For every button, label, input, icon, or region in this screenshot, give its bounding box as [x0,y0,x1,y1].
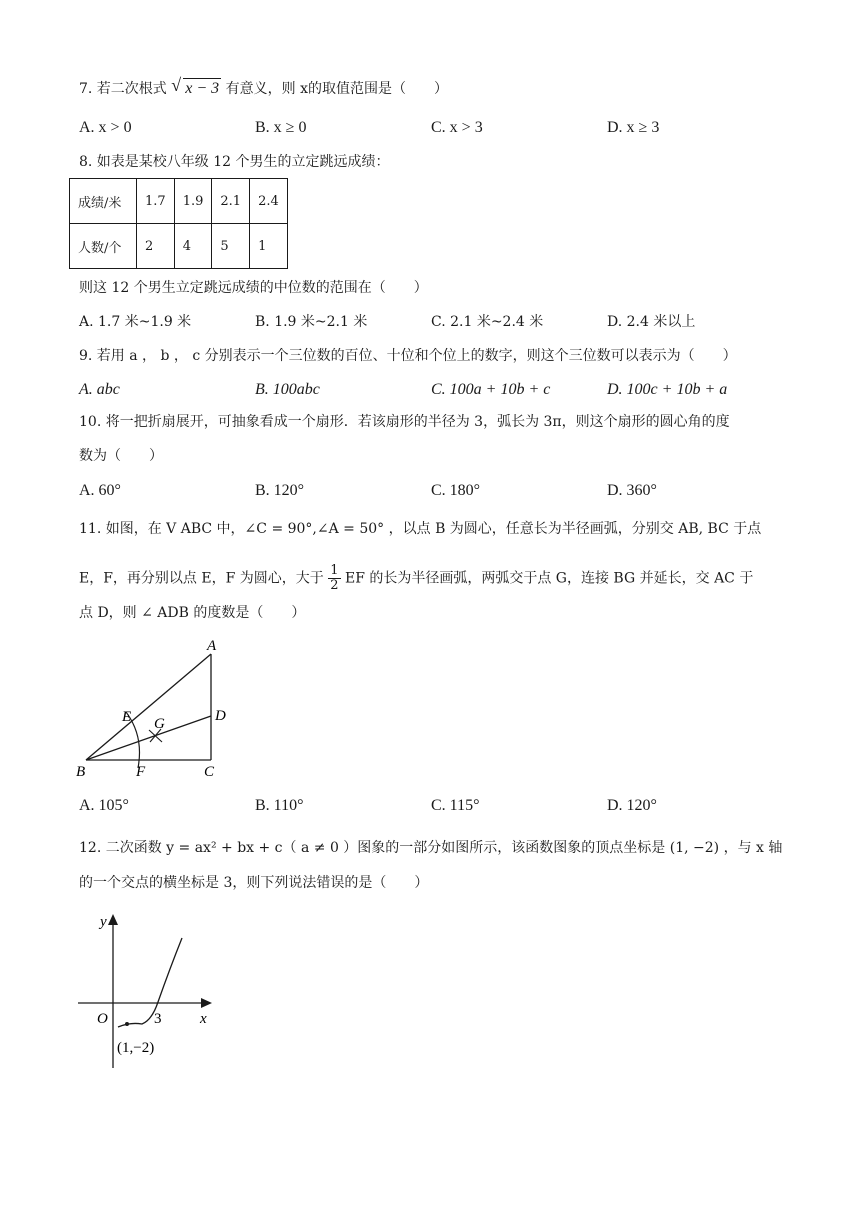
segment-ba [86,654,211,760]
q9-stem: 9. 若用 a ， b ， c 分别表示一个三位数的百位、十位和个位上的数字，则这个三位数可以表示为（ ） [79,348,737,364]
fraction-one-half: $\frac{1}{2}$ [330,563,339,593]
q7-option-d[interactable]: D. x ≥ 3 [607,119,660,136]
label-y: y [100,914,107,930]
q9-option-d[interactable]: D. 100c + 10b + a [607,381,728,398]
label-a: A [207,638,217,654]
label-f: F [136,764,146,780]
q7-options [79,117,799,139]
table-row [70,224,288,269]
q11-option-b[interactable]: B. 110° [255,797,304,814]
q8-option-c[interactable]: C. 2.1 米~2.4 米 [431,314,544,330]
q11-option-c[interactable]: C. 115° [431,797,480,814]
q11-stem-line2: E，F，再分别以点 E，F 为圆心，大于 $\frac{1}{2}$ EF 的长为半径画弧，两弧交于点 G，连接 BG 并延长，交 AC 于 [79,563,754,593]
label-vertex: (1,−2) [117,1040,155,1056]
q9-option-c[interactable]: C. 100a + 10b + c [431,381,551,398]
score-table [69,178,288,269]
label-root-3: 3 [154,1011,162,1027]
q8-option-d[interactable]: D. 2.4 米以上 [607,314,696,330]
label-g: G [154,716,165,732]
table-cell: 2.4 [250,179,288,224]
q8-options [79,311,799,333]
q11-stem-line1: 11. 如图，在 V ABC 中，∠C = 90°,∠A = 50° ，以点 B 为圆心，任意长为半径画弧，分别交 AB, BC 于点 [79,521,762,537]
label-c: C [204,764,215,780]
q9-option-b[interactable]: B. 100abc [255,381,320,398]
q8-question: 则这 12 个男生立定跳远成绩的中位数的范围在（ ） [79,280,428,296]
x-axis-arrow-icon [201,998,212,1008]
vertex-point [125,1022,129,1026]
table-cell: 1.9 [174,179,212,224]
q12-stem-line1: 12. 二次函数 y = ax² + bx + c（ a ≠ 0 ）图象的一部分如图所示，该函数图象的顶点坐标是 (1, −2) ，与 x 轴 [79,840,783,856]
radical-sign-icon: √ [171,75,182,95]
table-cell: 2.1 [212,179,250,224]
q10-option-b[interactable]: B. 120° [255,482,305,499]
parabola-curve [118,938,182,1027]
table-cell: 5 [212,224,250,269]
label-d: D [215,708,226,724]
table-cell: 2 [137,224,175,269]
q7-option-c[interactable]: C. x > 3 [431,119,483,136]
label-e: E [122,709,132,725]
table-row [70,179,288,224]
q10-option-a[interactable]: A. 60° [79,482,121,499]
label-origin: O [97,1011,108,1027]
q8-stem: 8. 如表是某校八年级 12 个男生的立定跳远成绩： [79,154,390,170]
segment-bd [86,716,211,760]
table-cell: 1.7 [137,179,175,224]
q7-option-b[interactable]: B. x ≥ 0 [255,119,307,136]
q8-option-b[interactable]: B. 1.9 米~2.1 米 [255,314,368,330]
q11-option-d[interactable]: D. 120° [607,797,657,814]
q10-stem-line1: 10. 将一把折扇展开，可抽象看成一个扇形．若该扇形的半径为 3，弧长为 3π，则这个扇形的圆心角的度 [79,414,730,430]
q9-options [79,379,799,401]
q11-stem-line3: 点 D，则 ∠ ADB 的度数是（ ） [79,605,306,621]
q10-option-d[interactable]: D. 360° [607,482,657,499]
table-cell: 1 [250,224,288,269]
q10-options [79,480,799,502]
q11-options [79,795,799,817]
q12-stem-line2: 的一个交点的横坐标是 3，则下列说法错误的是（ ） [79,875,429,891]
label-x: x [200,1011,207,1027]
table-cell: 4 [174,224,212,269]
label-b: B [76,764,86,780]
q10-option-c[interactable]: C. 180° [431,482,481,499]
q7-stem: 7. 若二次根式 √ x − 3 有意义，则 x的取值范围是（ ） [79,75,448,97]
table-header-cell: 人数/个 [70,224,137,269]
triangle-figure [70,636,240,786]
q11-option-a[interactable]: A. 105° [79,797,129,814]
q9-option-a[interactable]: A. abc [79,381,120,398]
y-axis-arrow-icon [108,914,118,925]
q10-stem-line2: 数为（ ） [79,448,163,464]
parabola-figure [70,906,230,1076]
sqrt-expression: √ x − 3 [171,75,220,97]
q8-option-a[interactable]: A. 1.7 米~1.9 米 [79,314,192,330]
table-header-cell: 成绩/米 [70,179,137,224]
q7-option-a[interactable]: A. x > 0 [79,119,132,136]
